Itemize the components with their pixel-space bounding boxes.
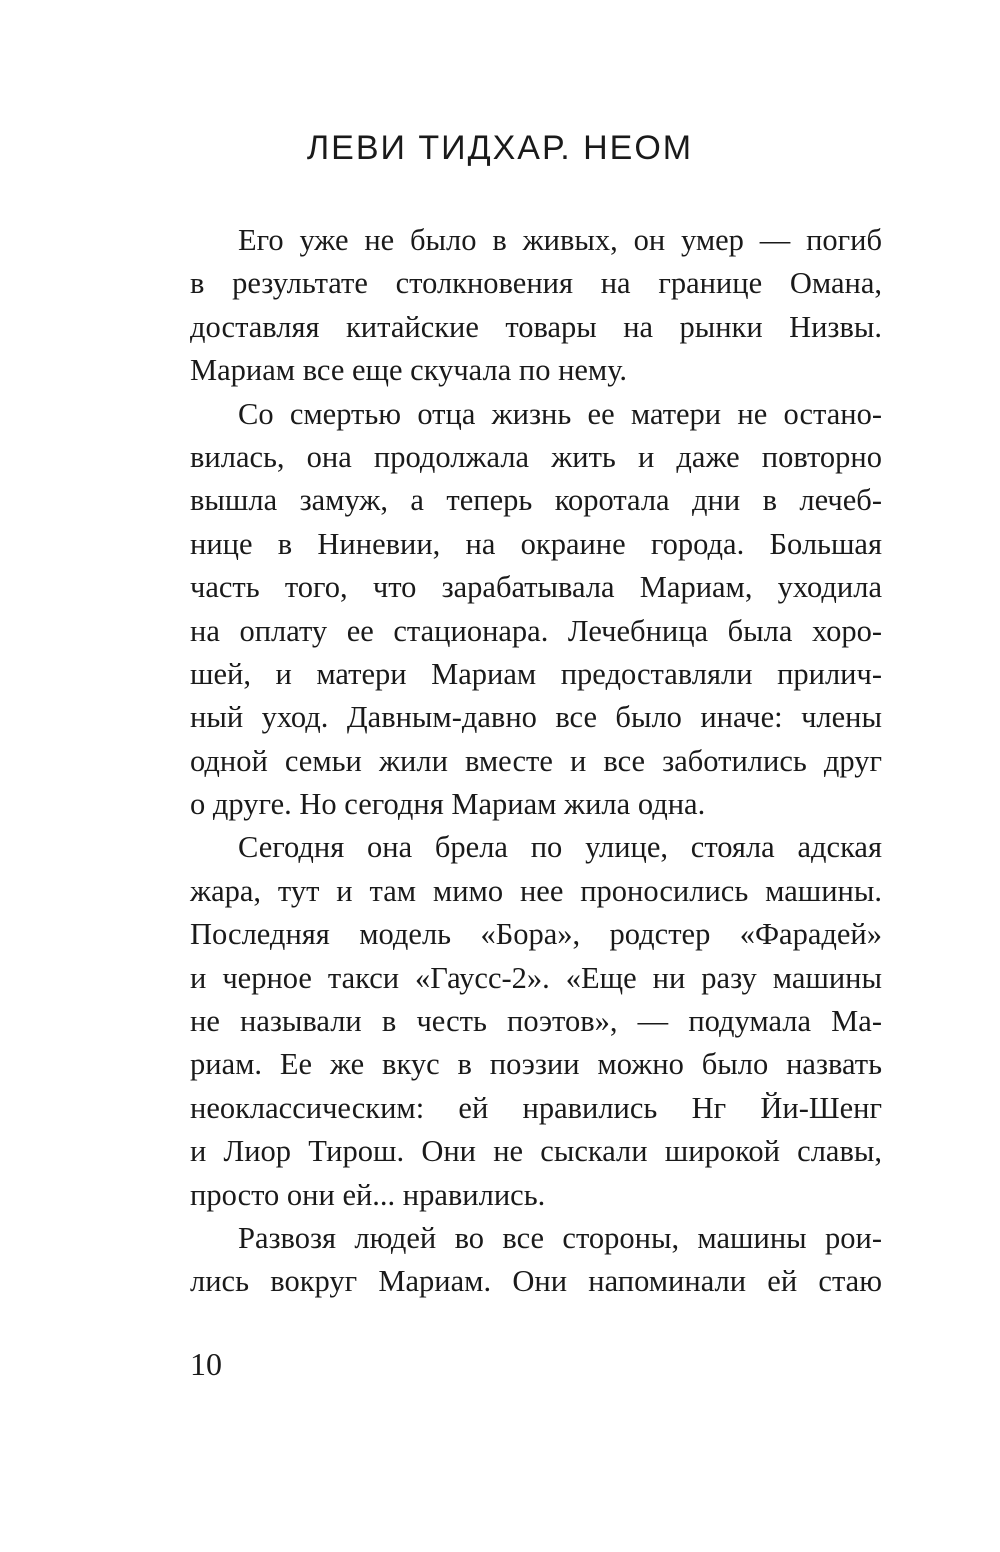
text-line: Последняя модель «Бора», родстер «Фарадей» — [190, 917, 882, 952]
text-line: часть того, что зарабатывала Мариам, уходила — [190, 570, 882, 605]
text-line: на оплату ее стационара. Лечебница была хоро- — [190, 613, 882, 648]
text-line: риам. Ее же вкус в поэзии можно было назвать — [190, 1047, 882, 1082]
text-line: и черное такси «Гаусс-2». «Еще ни разу машины — [190, 960, 882, 995]
text-line: одной семьи жили вместе и все заботились друг — [190, 743, 882, 778]
text-line: шей, и матери Мариам предоставляли прилич- — [190, 656, 882, 691]
text-line: нице в Ниневии, на окраине города. Большая — [190, 526, 882, 561]
text-line: вышла замуж, а теперь коротала дни в лечеб- — [190, 483, 882, 518]
text-line: просто они ей... нравились. — [190, 1177, 546, 1212]
text-line: Со смертью отца жизнь ее матери не остано- — [238, 396, 882, 431]
text-line: Сегодня она брела по улице, стояла адская — [238, 830, 882, 865]
running-head: ЛЕВИ ТИДХАР. НЕОМ — [306, 129, 694, 167]
text-line: жара, тут и там мимо нее проносились машины. — [190, 873, 882, 908]
page-number: 10 — [190, 1346, 222, 1382]
text-line: в результате столкновения на границе Омана, — [190, 266, 882, 301]
text-line: вилась, она продолжала жить и даже повторно — [190, 439, 882, 474]
text-line: лись вокруг Мариам. Они напоминали ей стаю — [190, 1264, 882, 1299]
text-line: доставляя китайские товары на рынки Низвы. — [190, 309, 882, 344]
text-line: неоклассическим: ей нравились Нг Йи-Шенг — [190, 1090, 882, 1125]
text-line: и Лиор Тирош. Они не сыскали широкой славы, — [190, 1134, 882, 1169]
text-line: Мариам все еще скучала по нему. — [190, 353, 628, 388]
text-line: не называли в честь поэтов», — подумала Ма- — [190, 1004, 882, 1039]
text-line: Его уже не было в живых, он умер — погиб — [238, 223, 882, 257]
text-line: о друге. Но сегодня Мариам жила одна. — [190, 787, 706, 822]
text-line: Развозя людей во все стороны, машины рои- — [238, 1220, 882, 1255]
text-line: ный уход. Давным-давно все было иначе: члены — [190, 700, 882, 735]
body-text — [190, 219, 882, 1304]
